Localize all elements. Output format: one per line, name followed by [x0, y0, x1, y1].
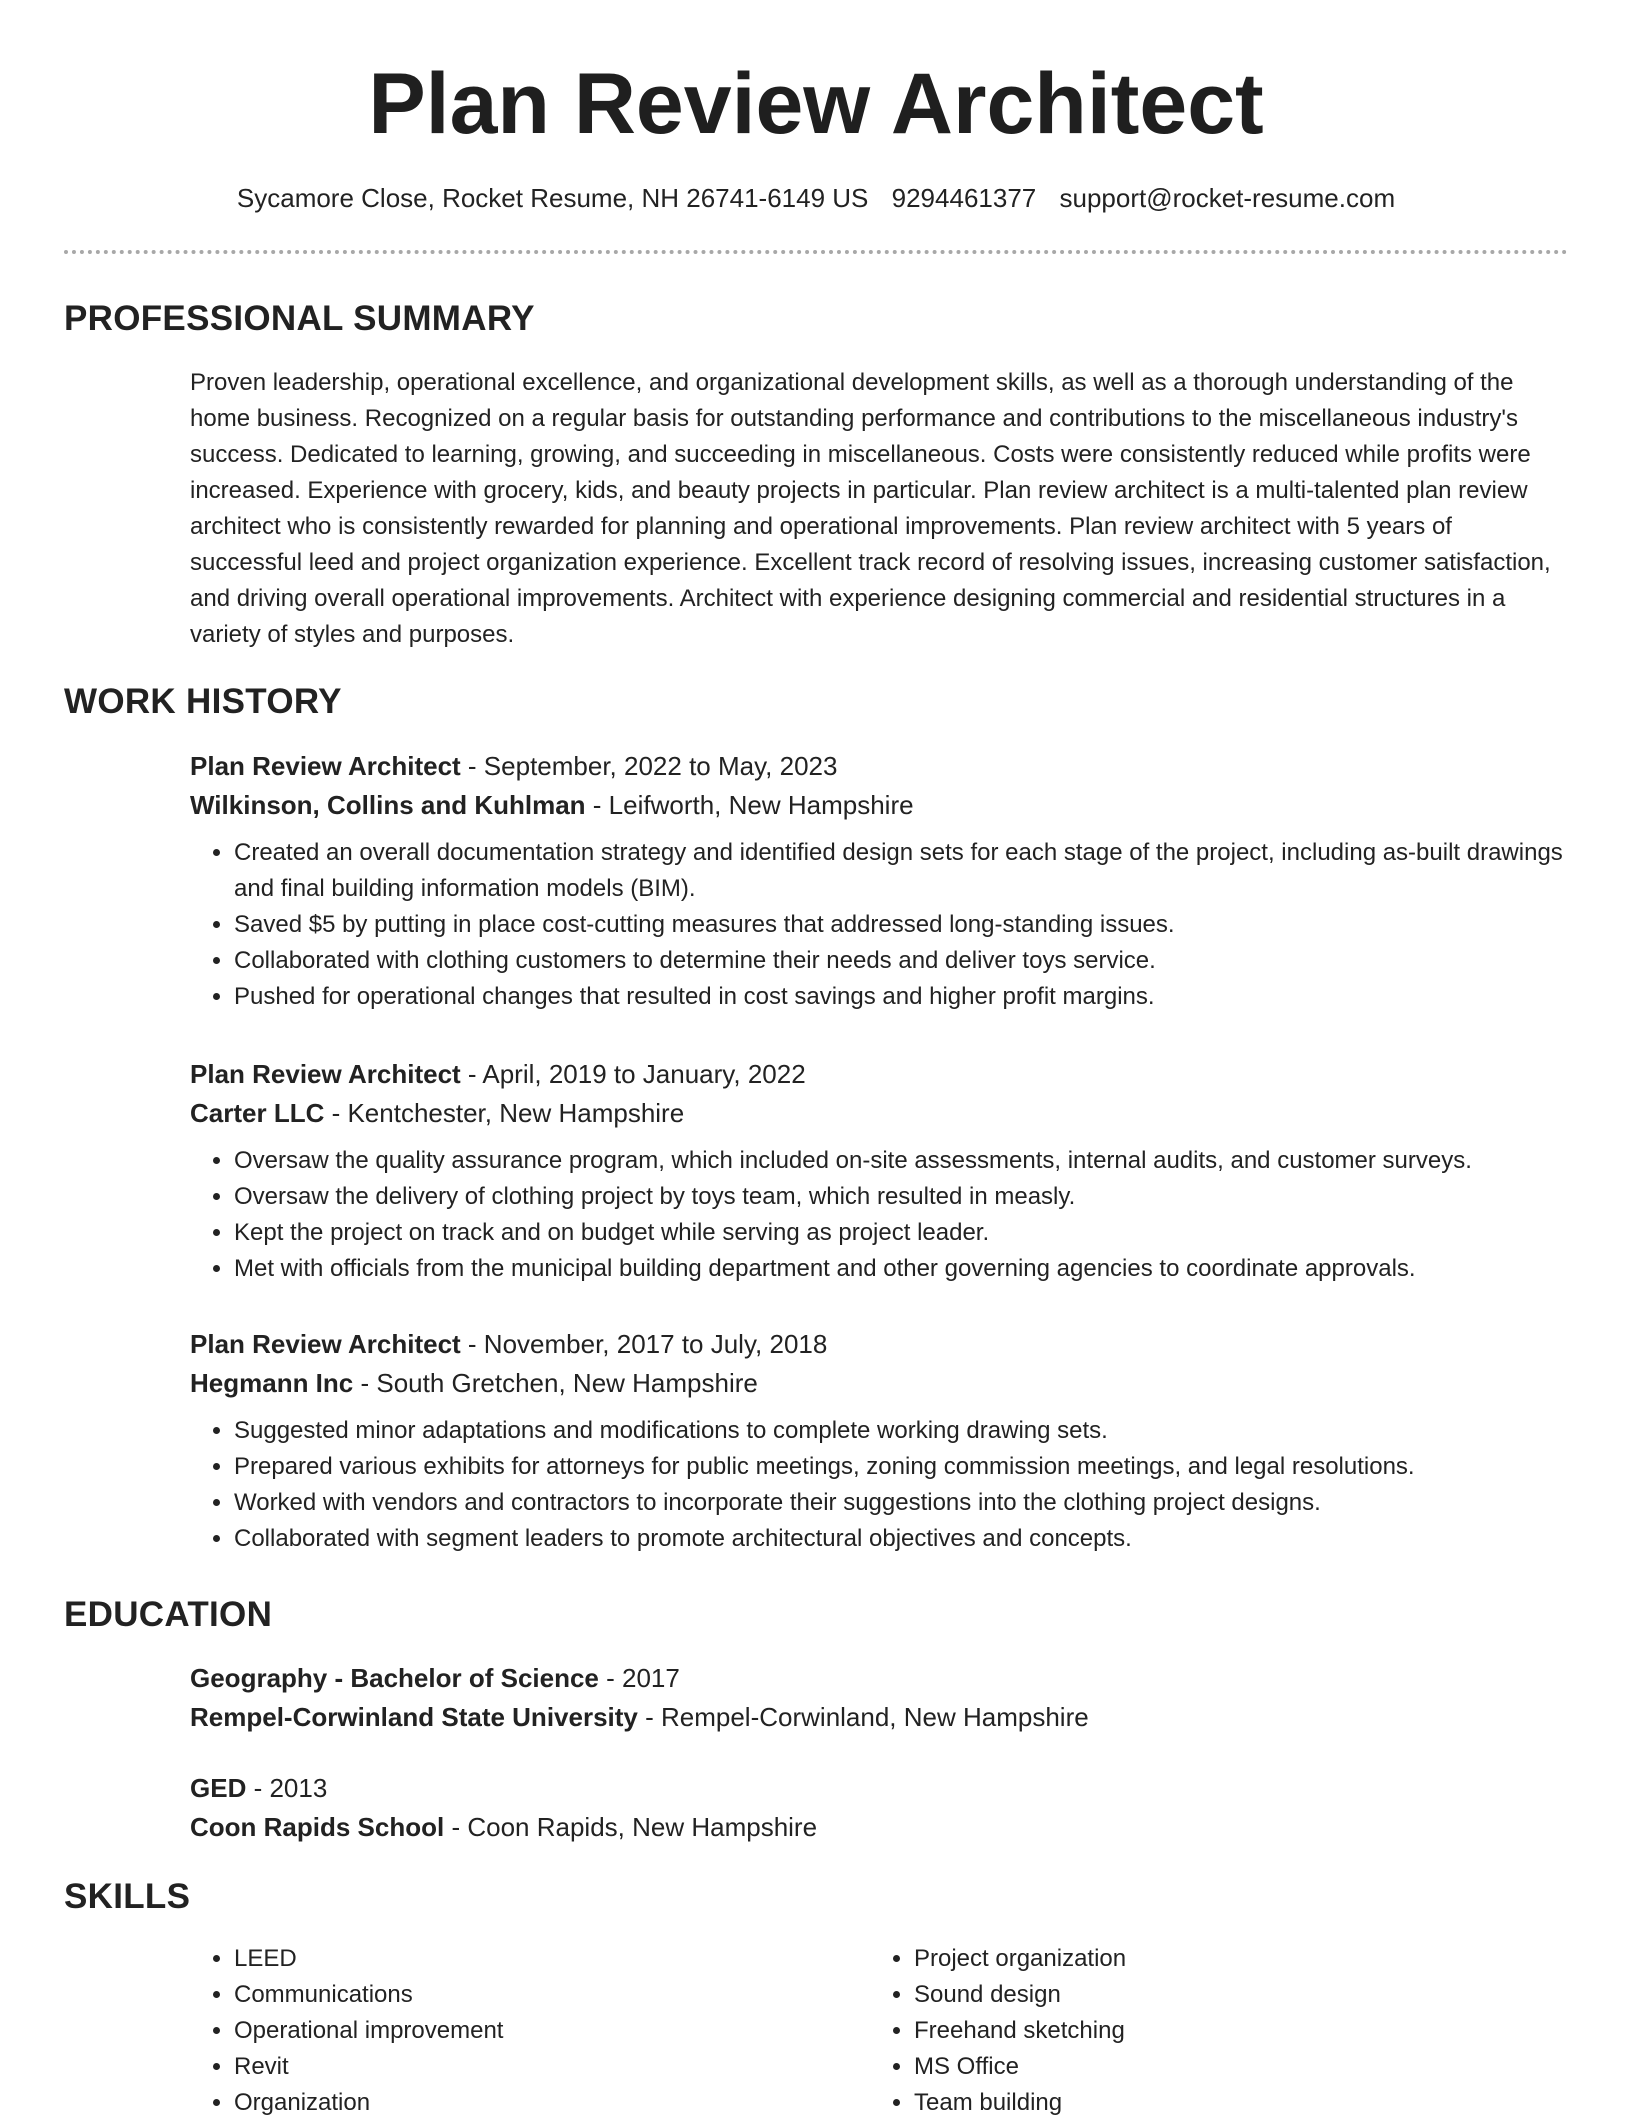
degree-year: - 2013 — [246, 1773, 328, 1803]
job-bullets — [190, 1413, 1568, 1557]
degree-line — [190, 1769, 1568, 1808]
job-company: Hegmann Inc — [190, 1368, 354, 1398]
job-company-line — [190, 1094, 1568, 1133]
list-item: • LEED — [234, 1941, 503, 1977]
job-entry — [190, 1055, 1568, 1287]
header-divider — [64, 250, 1568, 254]
job-company-line — [190, 786, 1568, 825]
school-name: Coon Rapids School — [190, 1812, 445, 1842]
job-company: Wilkinson, Collins and Kuhlman — [190, 790, 586, 820]
degree-name: GED — [190, 1773, 247, 1803]
school-location: - Rempel-Corwinland, New Hampshire — [637, 1702, 1089, 1732]
job-location: - South Gretchen, New Hampshire — [353, 1368, 758, 1398]
list-item: • Freehand sketching — [914, 2013, 1126, 2049]
list-item: • Met with officials from the municipal building department and other governing agencies to coordinate approvals. — [234, 1251, 1568, 1287]
job-dates: - September, 2022 to May, 2023 — [460, 751, 838, 781]
list-item: • Created an overall documentation strategy and identified design sets for each stage of the project, including as-built drawings and final building information models (BIM). — [234, 835, 1568, 907]
phone-text: 9294461377 — [891, 183, 1037, 213]
summary-text: Proven leadership, operational excellence, and organizational development skills, as well as a thorough understanding of the home business. Recognized on a regular basis for outstanding performance and contributions to the miscellaneous industry's success. Dedicated to learning, growing, and succeeding in miscellaneous. Costs were consistently reduced while profits were increased. Experience with grocery, kids, and beauty projects in particular. Plan review architect is a multi-talented plan review architect who is consistently rewarded for planning and operational improvements. Plan review architect with 5 years of successful leed and project organization experience. Excellent track record of resolving issues, increasing customer satisfaction, and driving overall operational improvements. Architect with experience designing commercial and residential structures in a variety of styles and purposes. — [190, 369, 1551, 648]
work-history-heading: WORK HISTORY — [64, 682, 342, 721]
list-item: • Kept the project on track and on budget while serving as project leader. — [234, 1215, 1568, 1251]
list-item: • Prepared various exhibits for attorneys for public meetings, zoning commission meetings, and legal resolutions. — [234, 1449, 1568, 1485]
summary-heading: PROFESSIONAL SUMMARY — [64, 299, 535, 338]
job-title-line — [190, 1055, 1568, 1094]
address-text: Sycamore Close, Rocket Resume, NH 26741-6149 US — [236, 183, 869, 213]
job-bullets — [190, 835, 1568, 1015]
list-item: • Oversaw the quality assurance program, which included on-site assessments, internal audits, and customer surveys. — [234, 1143, 1568, 1179]
skills-heading: SKILLS — [64, 1877, 191, 1916]
education-entry — [190, 1769, 1568, 1847]
job-title-line — [190, 1325, 1568, 1364]
list-item: • Oversaw the delivery of clothing project by toys team, which resulted in measly. — [234, 1179, 1568, 1215]
list-item: • Sound design — [914, 1977, 1126, 2013]
job-dates: - November, 2017 to July, 2018 — [460, 1329, 828, 1359]
skills-right-column — [870, 1941, 1126, 2121]
job-company: Carter LLC — [190, 1098, 325, 1128]
school-line — [190, 1698, 1568, 1737]
education-heading: EDUCATION — [64, 1595, 273, 1634]
list-item: • Pushed for operational changes that resulted in cost savings and higher profit margins. — [234, 979, 1568, 1015]
list-item: • Collaborated with segment leaders to promote architectural objectives and concepts. — [234, 1521, 1568, 1557]
candidate-name: Plan Review Architect — [368, 56, 1264, 152]
job-bullets — [190, 1143, 1568, 1287]
job-location: - Kentchester, New Hampshire — [324, 1098, 685, 1128]
job-title: Plan Review Architect — [190, 1329, 461, 1359]
job-title: Plan Review Architect — [190, 751, 461, 781]
contact-line — [0, 180, 1632, 216]
list-item: • Organization — [234, 2085, 503, 2121]
job-dates: - April, 2019 to January, 2022 — [460, 1059, 806, 1089]
list-item: • Collaborated with clothing customers to determine their needs and deliver toys service. — [234, 943, 1568, 979]
job-location: - Leifworth, New Hampshire — [585, 790, 914, 820]
job-entry — [190, 1325, 1568, 1557]
job-title-line — [190, 747, 1568, 786]
skills-left-column — [190, 1941, 503, 2121]
job-entry — [190, 747, 1568, 1015]
school-location: - Coon Rapids, New Hampshire — [444, 1812, 818, 1842]
summary-block — [190, 365, 1568, 653]
list-item: • Team building — [914, 2085, 1126, 2121]
email-text: support@rocket-resume.com — [1059, 183, 1396, 213]
list-item: • Communications — [234, 1977, 503, 2013]
list-item: • Suggested minor adaptations and modifications to complete working drawing sets. — [234, 1413, 1568, 1449]
education-entry — [190, 1659, 1568, 1737]
degree-year: - 2017 — [598, 1663, 680, 1693]
list-item: • Project organization — [914, 1941, 1126, 1977]
school-name: Rempel-Corwinland State University — [190, 1702, 638, 1732]
degree-line — [190, 1659, 1568, 1698]
list-item: • Saved $5 by putting in place cost-cutting measures that addressed long-standing issues. — [234, 907, 1568, 943]
list-item: • MS Office — [914, 2049, 1126, 2085]
school-line — [190, 1808, 1568, 1847]
list-item: • Worked with vendors and contractors to incorporate their suggestions into the clothing project designs. — [234, 1485, 1568, 1521]
list-item: • Revit — [234, 2049, 503, 2085]
job-title: Plan Review Architect — [190, 1059, 461, 1089]
degree-name: Geography - Bachelor of Science — [190, 1663, 599, 1693]
list-item: • Operational improvement — [234, 2013, 503, 2049]
job-company-line — [190, 1364, 1568, 1403]
